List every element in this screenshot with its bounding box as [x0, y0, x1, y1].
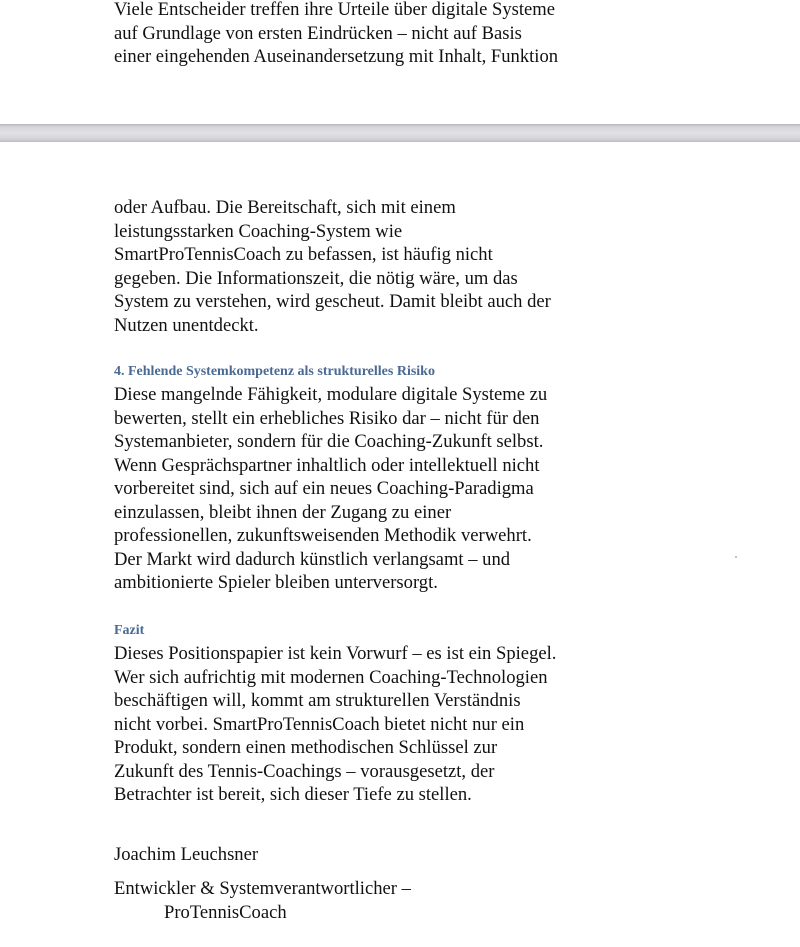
page-separator — [0, 124, 800, 142]
page-bottom — [0, 142, 800, 947]
page-top — [0, 0, 800, 124]
fazit-heading: Fazit — [114, 623, 145, 638]
intro-paragraph-end: Viele Entscheider treffen ihre Urteile über digitale Systeme auf Grundlage von ersten Eindrücken – nicht auf Basis einer eingehenden Auseinandersetzung mit Inhalt, Funktion — [114, 0, 559, 67]
signature-role-line-2: ProTennisCoach — [164, 902, 287, 923]
continuation-paragraph: oder Aufbau. Die Bereitschaft, sich mit einem leistungsstarken Coaching-System wie SmartProTennisCoach zu befassen, ist häufig nicht gegeben. Die Informationszeit, die nötig wäre, um das System zu verstehen, wird gescheut. Damit bleibt auch der Nutzen unentdeckt. — [114, 197, 551, 336]
section-4-heading: 4. Fehlende Systemkompetenz als strukturelles Risiko — [114, 364, 435, 379]
signature-role-line-1: Entwickler & Systemverantwortlicher – — [114, 878, 411, 899]
section-4-body: Diese mangelnde Fähigkeit, modulare digitale Systeme zu bewerten, stellt ein erhebliches Risiko dar – nicht für den Systemanbieter, sondern für die Coaching-Zukunft selbst. Wenn Gesprächspartner inhaltlich oder intellektuell nicht vorbereitet sind, sich auf ein neues Coaching-Paradigma einzulassen, bleibt ihnen der Zugang zu einer professionellen, zukunftsweisenden Methodik verwehrt. Der Markt wird dadurch künstlich verlangsamt – und ambitionierte Spieler bleiben unterversorgt. — [114, 384, 548, 593]
signature-name: Joachim Leuchsner — [114, 844, 259, 865]
scan-speck — [735, 556, 737, 558]
fazit-body: Dieses Positionspapier ist kein Vorwurf – es ist ein Spiegel. Wer sich aufrichtig mit modernen Coaching-Technologien beschäftigen will, kommt am strukturellen Verständnis nicht vorbei. SmartProTennisCoach bietet nicht nur ein Produkt, sondern einen methodischen Schlüssel zur Zukunft des Tennis-Coachings – vorausgesetzt, der Betrachter ist bereit, sich dieser Tiefe zu stellen. — [114, 643, 557, 805]
